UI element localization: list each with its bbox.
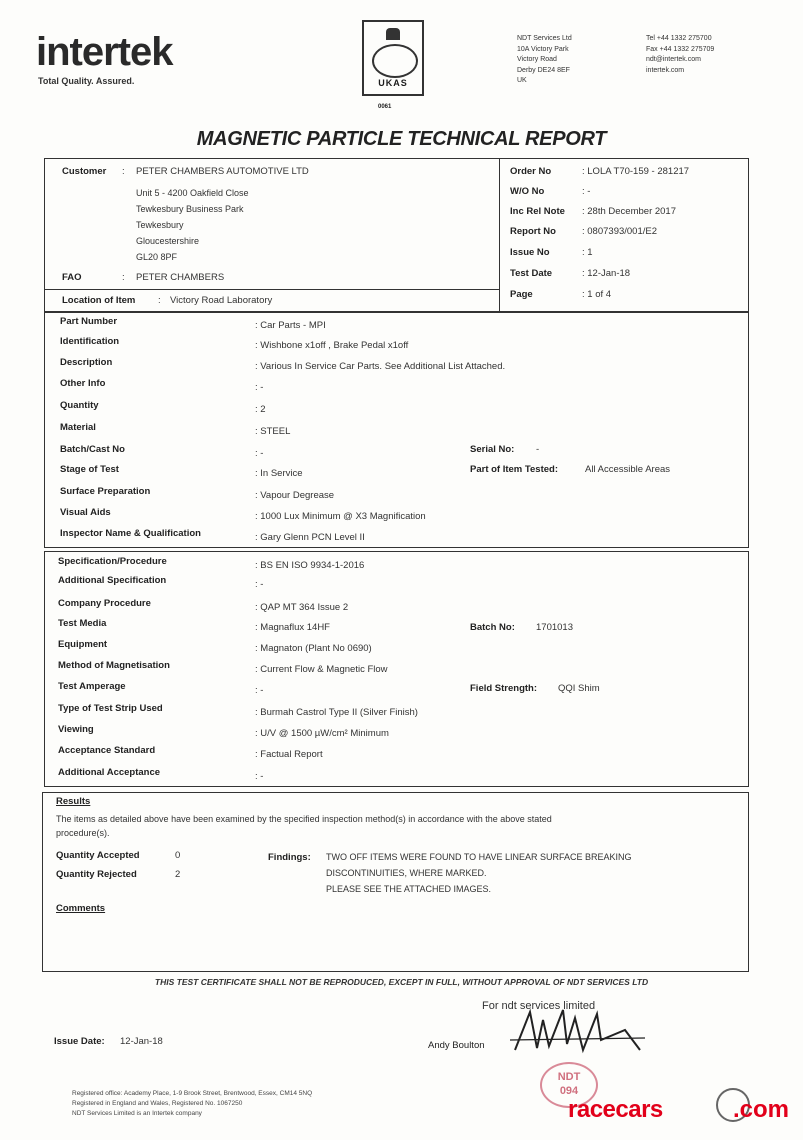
findings-line-2: DISCONTINUITIES, WHERE MARKED.: [326, 868, 487, 878]
customer-address-line: Gloucestershire: [136, 236, 200, 246]
findings-line-3: PLEASE SEE THE ATTACHED IMAGES.: [326, 884, 492, 894]
surface-prep-value: : Vapour Degrease: [255, 490, 335, 501]
magnetisation-value: : Current Flow & Magnetic Flow: [255, 664, 388, 675]
material-value: : STEEL: [255, 426, 291, 437]
test-date-label: Test Date: [510, 268, 553, 279]
ukas-mark-text: UKAS: [378, 78, 408, 88]
test-media-value: : Magnaflux 14HF: [255, 622, 330, 633]
quantity-label: Quantity: [60, 400, 99, 411]
part-tested-value: All Accessible Areas: [585, 464, 671, 475]
location-value: Victory Road Laboratory: [170, 295, 273, 306]
quantity-value: : 2: [255, 404, 266, 415]
results-text-line-1: The items as detailed above have been examined by the specified inspection method(s) in accordance with the above stated: [56, 814, 552, 824]
viewing-label: Viewing: [58, 724, 94, 735]
wo-no-label: W/O No: [510, 186, 545, 197]
inspector-label: Inspector Name & Qualification: [60, 528, 201, 539]
stage-of-test-value: : In Service: [255, 468, 303, 479]
inspector-value: : Gary Glenn PCN Level II: [255, 532, 365, 543]
location-label: Location of Item: [62, 295, 136, 306]
part-tested-label: Part of Item Tested:: [470, 464, 558, 475]
identification-label: Identification: [60, 336, 120, 347]
crown-icon: [386, 28, 400, 40]
material-label: Material: [60, 422, 96, 433]
additional-acceptance-value: : -: [255, 771, 264, 782]
address-line: Victory Road: [517, 56, 557, 63]
test-media-label: Test Media: [58, 618, 107, 629]
batch-no-label: Batch No:: [470, 622, 515, 633]
ukas-number: 0061: [378, 104, 392, 110]
additional-acceptance-label: Additional Acceptance: [58, 767, 161, 778]
report-no-value: : 0807393/001/E2: [582, 226, 658, 237]
test-strip-value: : Burmah Castrol Type II (Silver Finish): [255, 707, 418, 718]
customer-address-line: Unit 5 - 4200 Oakfield Close: [136, 188, 249, 198]
results-text-line-2: procedure(s).: [56, 828, 110, 838]
equipment-value: : Magnaton (Plant No 0690): [255, 643, 372, 654]
other-info-label: Other Info: [60, 378, 106, 389]
company-procedure-label: Company Procedure: [58, 598, 151, 609]
description-label: Description: [60, 357, 113, 368]
order-no-value: : LOLA T70-159 - 281217: [582, 166, 690, 177]
additional-spec-label: Additional Specification: [58, 575, 167, 586]
inc-rel-note-value: : 28th December 2017: [582, 206, 677, 217]
fao-sep: :: [122, 272, 125, 283]
test-date-value: : 12-Jan-18: [582, 268, 631, 279]
acceptance-standard-value: : Factual Report: [255, 749, 323, 760]
acceptance-standard-label: Acceptance Standard: [58, 745, 156, 756]
customer-label: Customer: [62, 166, 107, 177]
contact-line: ndt@intertek.com: [646, 56, 701, 63]
company-contacts: [646, 34, 714, 76]
customer-address-line: GL20 8PF: [136, 252, 178, 262]
equipment-label: Equipment: [58, 639, 108, 650]
customer-address-line: Tewkesbury: [136, 220, 184, 230]
address-line: Derby DE24 8EF: [517, 66, 570, 74]
batch-cast-label: Batch/Cast No: [60, 444, 125, 455]
batch-cast-value: : -: [255, 448, 264, 459]
stamp-line: 094: [559, 1085, 579, 1097]
spec-procedure-label: Specification/Procedure: [58, 556, 167, 567]
address-line: UK: [517, 77, 527, 84]
watermark-suffix: .com: [733, 1096, 790, 1123]
part-number-label: Part Number: [60, 316, 118, 327]
quantity-rejected-value: 2: [175, 869, 181, 880]
watermark-text: racecars: [568, 1096, 663, 1123]
registered-office-line: Registered office: Academy Place, 1-9 Brook Street, Brentwood, Essex, CM14 5NQ: [72, 1090, 313, 1097]
report-no-label: Report No: [510, 226, 556, 237]
contact-line: Tel +44 1332 275700: [646, 35, 712, 42]
ukas-accreditation-mark: [362, 20, 424, 96]
issue-no-value: : 1: [582, 247, 593, 258]
comments-heading: Comments: [56, 903, 106, 914]
report-title: MAGNETIC PARTICLE TECHNICAL REPORT: [196, 128, 607, 150]
customer-name: PETER CHAMBERS AUTOMOTIVE LTD: [136, 166, 309, 177]
results-heading: Results: [56, 796, 91, 807]
field-strength-label: Field Strength:: [470, 683, 538, 694]
company-address: [517, 34, 572, 87]
page-value: : 1 of 4: [582, 289, 612, 300]
contact-line: intertek.com: [646, 66, 685, 74]
fao-label: FAO: [62, 272, 82, 283]
location-sep: :: [158, 295, 161, 306]
serial-no-label: Serial No:: [470, 444, 515, 455]
address-line: NDT Services Ltd: [517, 35, 572, 42]
customer-sep: :: [122, 166, 125, 177]
part-number-value: : Car Parts - MPI: [255, 320, 326, 331]
signature-icon: [505, 1000, 645, 1060]
batch-no-value: 1701013: [536, 622, 573, 633]
quantity-accepted-value: 0: [175, 850, 181, 861]
reproduction-notice: THIS TEST CERTIFICATE SHALL NOT BE REPRODUCED, EXCEPT IN FULL, WITHOUT APPROVAL OF NDT SERVICES LTD: [154, 977, 649, 987]
other-info-value: : -: [255, 382, 264, 393]
test-amperage-label: Test Amperage: [58, 681, 126, 692]
spec-procedure-value: : BS EN ISO 9934-1-2016: [255, 560, 365, 571]
quantity-rejected-label: Quantity Rejected: [56, 869, 137, 880]
ukas-tick-icon: [372, 44, 418, 78]
company-note-line: NDT Services Limited is an Intertek company: [72, 1110, 202, 1117]
inc-rel-note-label: Inc Rel Note: [510, 206, 565, 217]
fao-value: PETER CHAMBERS: [136, 272, 225, 283]
test-amperage-value: : -: [255, 685, 264, 696]
additional-spec-value: : -: [255, 579, 264, 590]
intertek-logo: intertek: [36, 30, 173, 74]
stage-of-test-label: Stage of Test: [60, 464, 119, 475]
issue-no-label: Issue No: [510, 247, 550, 258]
surface-prep-label: Surface Preparation: [60, 486, 151, 497]
test-strip-label: Type of Test Strip Used: [58, 703, 163, 714]
findings-label: Findings:: [268, 852, 311, 863]
registration-line: Registered in England and Wales, Registered No. 1067250: [72, 1100, 243, 1107]
field-strength-value: QQI Shim: [558, 683, 600, 694]
customer-address-line: Tewkesbury Business Park: [136, 204, 244, 214]
order-no-label: Order No: [510, 166, 552, 177]
company-procedure-value: : QAP MT 364 Issue 2: [255, 602, 349, 613]
visual-aids-label: Visual Aids: [60, 507, 111, 518]
quantity-accepted-label: Quantity Accepted: [56, 850, 140, 861]
viewing-value: : U/V @ 1500 µW/cm² Minimum: [255, 728, 389, 739]
visual-aids-value: : 1000 Lux Minimum @ X3 Magnification: [255, 511, 426, 522]
for-company-line: For ndt services limited: [482, 1000, 596, 1012]
issue-date-value: 12-Jan-18: [120, 1036, 163, 1047]
identification-value: : Wishbone x1off , Brake Pedal x1off: [255, 340, 409, 351]
magnetisation-label: Method of Magnetisation: [58, 660, 170, 671]
customer-address: [136, 187, 249, 264]
findings-line-1: TWO OFF ITEMS WERE FOUND TO HAVE LINEAR SURFACE BREAKING: [326, 852, 632, 862]
logo-tagline: Total Quality. Assured.: [38, 76, 135, 86]
stamp-line: NDT: [557, 1071, 581, 1083]
contact-line: Fax +44 1332 275709: [646, 45, 715, 53]
serial-no-value: -: [536, 444, 540, 455]
address-line: 10A Victory Park: [517, 45, 569, 53]
issue-date-label: Issue Date:: [54, 1036, 105, 1047]
page-label: Page: [510, 289, 533, 300]
wo-no-value: : -: [582, 186, 591, 197]
signatory-name: Andy Boulton: [428, 1040, 485, 1051]
description-value: : Various In Service Car Parts. See Additional List Attached.: [255, 361, 506, 372]
